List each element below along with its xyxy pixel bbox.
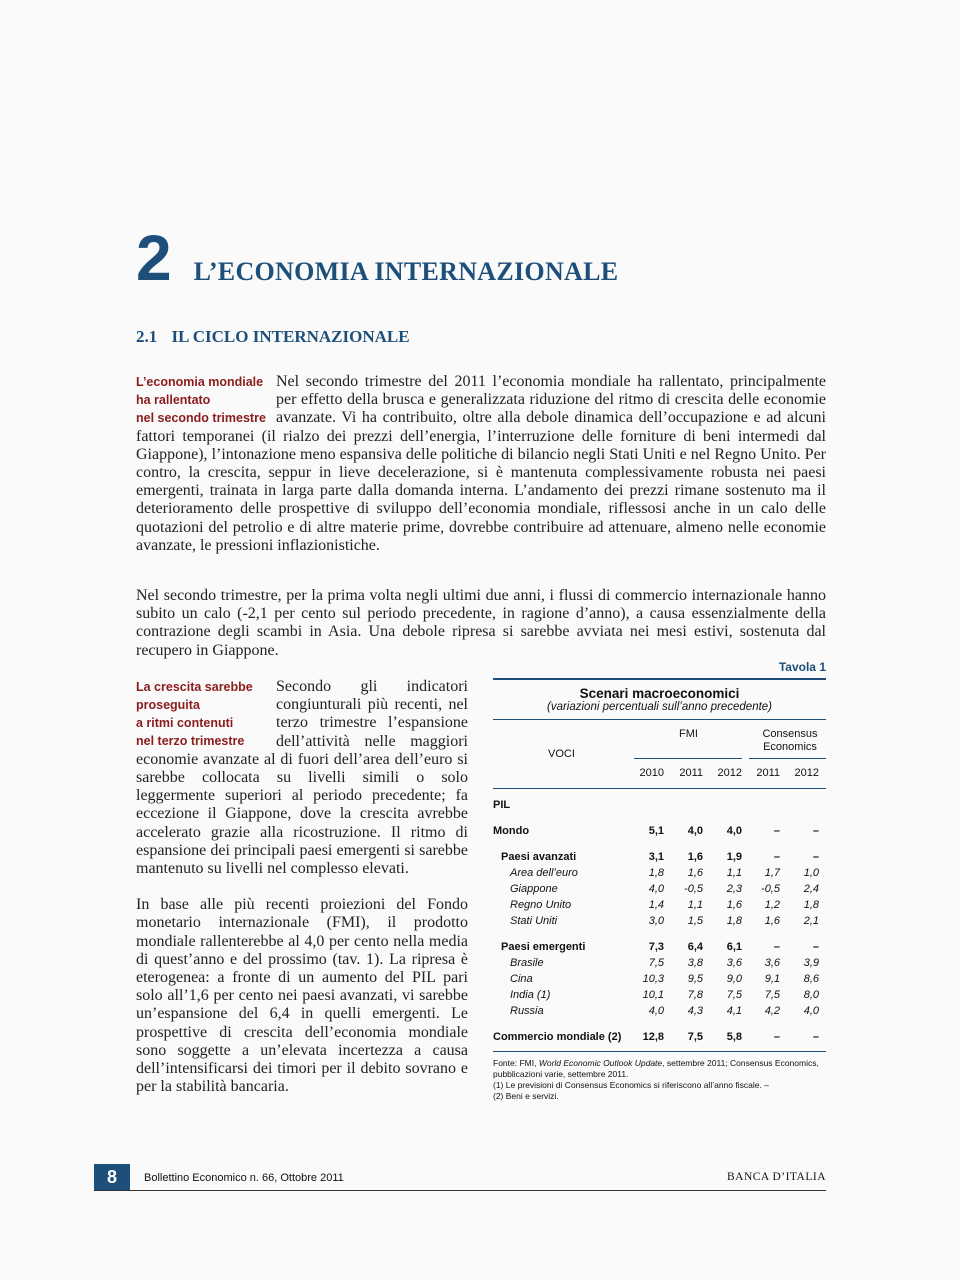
table-row [493, 1005, 826, 1021]
cell: 2,1 [803, 915, 819, 927]
header-year: 2012 [717, 767, 742, 779]
cell: 4,3 [687, 1005, 703, 1017]
cell: 2,4 [803, 883, 819, 895]
cell: 5,8 [726, 1031, 742, 1043]
cell: – [773, 1031, 780, 1043]
margin-note-1: L’economia mondiale ha rallentato nel secondo trimestre [136, 375, 266, 425]
table-row [493, 851, 826, 867]
cell: – [773, 825, 780, 837]
header-year: 2010 [639, 767, 664, 779]
cell: 8,0 [803, 989, 819, 1001]
page-footer [94, 1164, 826, 1191]
cell: – [773, 941, 780, 953]
header-year: 2012 [794, 767, 819, 779]
table-note-1: (1) Le previsioni di Consensus Economics si riferiscono all’anno fiscale. – [493, 1080, 769, 1090]
section-title: IL CICLO INTERNAZIONALE [171, 327, 410, 346]
cell: 7,3 [648, 941, 664, 953]
cell: 4,0 [803, 1005, 819, 1017]
chapter-heading [136, 222, 619, 294]
spacer [493, 815, 826, 825]
paragraph-1: Nel secondo trimestre del 2011 l’economia mondiale ha rallentato, principalmente per effetto della brusca e generalizzata riduzione del ritmo di crescita delle economie avanzate. Vi ha contribuito, oltre alla debole dinamica dell’occupazione e ad alcuni fattori temporanei (il rialzo dei prezzi dell’energia, l’interruzione delle forniture di beni intermedi dal Giappone), l’intonazione meno espansiva delle politiche di bilancio negli Stati Uniti e nel Regno Unito. Per contro, la crescita, seppur in lieve decelerazione, si è mantenuta complessivamente robusta nei paesi emergenti, trainata in larga parte dalla domanda interna. L’andamento dei prezzi rimane sostenuto ma il deterioramento delle prospettive di sviluppo dell’economia mondiale, riflessosi anche in un calo delle quotazioni del petrolio e di altre materie prime, dovrebbe contribuire ad attenuare, almeno nelle economie avanzate, le pressioni inflazionistiche. [136, 373, 826, 554]
cell: 7,5 [726, 989, 742, 1001]
row-label: Commercio mondiale (2) [493, 1031, 622, 1043]
header-voci: VOCI [548, 748, 575, 760]
table-1 [493, 660, 826, 1102]
table-notes [493, 1058, 826, 1102]
cell: -0,5 [761, 883, 780, 895]
cell: 9,0 [726, 973, 742, 985]
cell: 3,1 [648, 851, 664, 863]
row-label: Paesi emergenti [501, 941, 586, 953]
cell: 1,6 [687, 867, 703, 879]
cell: 1,6 [687, 851, 703, 863]
source-prefix: Fonte: FMI, [493, 1058, 539, 1068]
paragraph-2-block [136, 587, 826, 660]
row-label: PIL [493, 799, 511, 811]
table-title: Scenari macroeconomici [493, 678, 826, 701]
spacer [493, 1021, 826, 1031]
table-header [493, 719, 826, 788]
cell: 1,2 [764, 899, 780, 911]
row-label: Giappone [510, 883, 558, 895]
cell: – [773, 851, 780, 863]
section-number: 2.1 [136, 327, 158, 346]
spacer [493, 789, 826, 799]
cell: 6,4 [687, 941, 703, 953]
cell: 1,8 [648, 867, 664, 879]
page-number: 8 [94, 1164, 130, 1190]
table-note-2: (2) Beni e servizi. [493, 1091, 559, 1101]
row-label: Stati Uniti [510, 915, 558, 927]
paragraph-4: In base alle più recenti proiezioni del Fondo monetario internazionale (FMI), il prodotto mondiale rallenterebbe al 4,0 per cento nella media di quest’anno e del prossimo (tav. 1). La ripresa è eterogenea: a fronte di un aumento del PIL pari solo all’1,6 per cento nei paesi avanzati, vi sarebbe un’espansione del 6,4 in quelli emergenti. Le prospettive di crescita dell’economia mondiale sono soggette a un’elevata incertezza a causa dell’intensificarsi dei timori per il debito sovrano e per la stabilità bancaria. [136, 896, 468, 1096]
cell: 7,5 [687, 1031, 703, 1043]
header-fmi-rule [634, 758, 742, 759]
source-suffix: , settembre 2011; Consensus Economics, pubblicazioni varie, settembre 2011. [493, 1058, 819, 1079]
cell: 10,3 [642, 973, 664, 985]
cell: 4,2 [764, 1005, 780, 1017]
cell: 1,9 [726, 851, 742, 863]
publisher-name: BANCA D’ITALIA [726, 1171, 826, 1183]
table-subtitle: (variazioni percentuali sull’anno precedente) [546, 701, 773, 713]
table-row [493, 973, 826, 989]
row-label: Regno Unito [510, 899, 572, 911]
cell: 7,5 [764, 989, 780, 1001]
table-row [493, 1031, 826, 1047]
cell: 3,8 [687, 957, 703, 969]
left-column [136, 678, 468, 1096]
table-body [493, 789, 826, 1047]
cell: 7,8 [687, 989, 703, 1001]
header-year: 2011 [679, 767, 703, 779]
row-label: Brasile [510, 957, 544, 969]
cell: 12,8 [642, 1031, 664, 1043]
header-consensus-rule [749, 758, 826, 759]
cell: 5,1 [648, 825, 664, 837]
cell: – [812, 1031, 819, 1043]
cell: 1,1 [687, 899, 703, 911]
cell: – [812, 941, 819, 953]
cell: 1,8 [726, 915, 742, 927]
row-label: Mondo [493, 825, 530, 837]
cell: 10,1 [642, 989, 664, 1001]
spacer [493, 841, 826, 851]
cell: 1,1 [726, 867, 742, 879]
journal-title: Bollettino Economico n. 66, Ottobre 2011 [144, 1172, 344, 1184]
row-label: Paesi avanzati [501, 851, 577, 863]
table-row [493, 989, 826, 1005]
paragraph-3: Secondo gli indicatori congiunturali più recenti, nel terzo trimestre l’espansione dell’attività nelle maggiori economie avanzate al di fuori dell’area dell’euro si sarebbe collocata su livelli simili o solo leggermente superiori al periodo precedente; fa eccezione il Giappone, dove la crescita avrebbe accelerato grazie alla ricostruzione. Il ritmo di espansione dei principali paesi emergenti si sarebbe mantenuto su livelli nel complesso elevati. [136, 678, 468, 878]
paragraph-2: Nel secondo trimestre, per la prima volta negli ultimi due anni, i flussi di commercio internazionale hanno subito un calo (-2,1 per cento sul periodo precedente, in ragione d’anno), a causa essenzialmente della contrazione degli scambi in Asia. Una debole ripresa si sarebbe avviata nei mesi estivi, sostenuta dal recupero in Giappone. [136, 587, 826, 659]
table-row [493, 825, 826, 841]
table-row [493, 899, 826, 915]
cell: 4,0 [648, 883, 664, 895]
cell: 2,3 [726, 883, 742, 895]
cell: 4,0 [648, 1005, 664, 1017]
margin-note-2: La crescita sarebbe proseguita a ritmi contenuti nel terzo trimestre [136, 680, 253, 748]
table-row [493, 883, 826, 899]
cell: 1,6 [764, 915, 780, 927]
table-bottom-rule [493, 1051, 826, 1052]
cell: 1,4 [648, 899, 664, 911]
cell: 1,6 [726, 899, 742, 911]
header-year: 2011 [756, 767, 780, 779]
cell: 1,7 [764, 867, 780, 879]
table-label: Tavola 1 [778, 660, 826, 674]
paragraph-1-block [136, 373, 826, 555]
chapter-number: 2 [136, 222, 172, 294]
cell: 4,0 [726, 825, 742, 837]
table-row [493, 799, 826, 815]
row-label: Cina [510, 973, 533, 985]
row-label: India (1) [510, 989, 551, 1001]
cell: 7,5 [648, 957, 664, 969]
table-row [493, 941, 826, 957]
cell: 1,8 [803, 899, 819, 911]
cell: -0,5 [684, 883, 703, 895]
chapter-title: L’ECONOMIA INTERNAZIONALE [193, 257, 619, 286]
cell: 6,1 [726, 941, 742, 953]
row-label: Area dell’euro [510, 867, 578, 879]
table-row [493, 915, 826, 931]
cell: 3,9 [803, 957, 819, 969]
table-row [493, 867, 826, 883]
section-heading [136, 327, 410, 347]
cell: 9,1 [764, 973, 780, 985]
cell: 1,0 [803, 867, 819, 879]
cell: – [812, 825, 819, 837]
header-consensus: Consensus Economics [762, 728, 818, 753]
cell: 9,5 [687, 973, 703, 985]
cell: 4,0 [687, 825, 703, 837]
cell: 3,0 [648, 915, 664, 927]
cell: 3,6 [726, 957, 742, 969]
header-fmi: FMI [679, 728, 698, 740]
row-label: Russia [510, 1005, 544, 1017]
cell: 1,5 [687, 915, 703, 927]
cell: 3,6 [764, 957, 780, 969]
cell: – [812, 851, 819, 863]
cell: 4,1 [726, 1005, 742, 1017]
source-title: World Economic Outlook Update [538, 1058, 663, 1068]
spacer [493, 931, 826, 941]
table-source [493, 1058, 826, 1080]
table-row [493, 957, 826, 973]
cell: 8,6 [803, 973, 819, 985]
